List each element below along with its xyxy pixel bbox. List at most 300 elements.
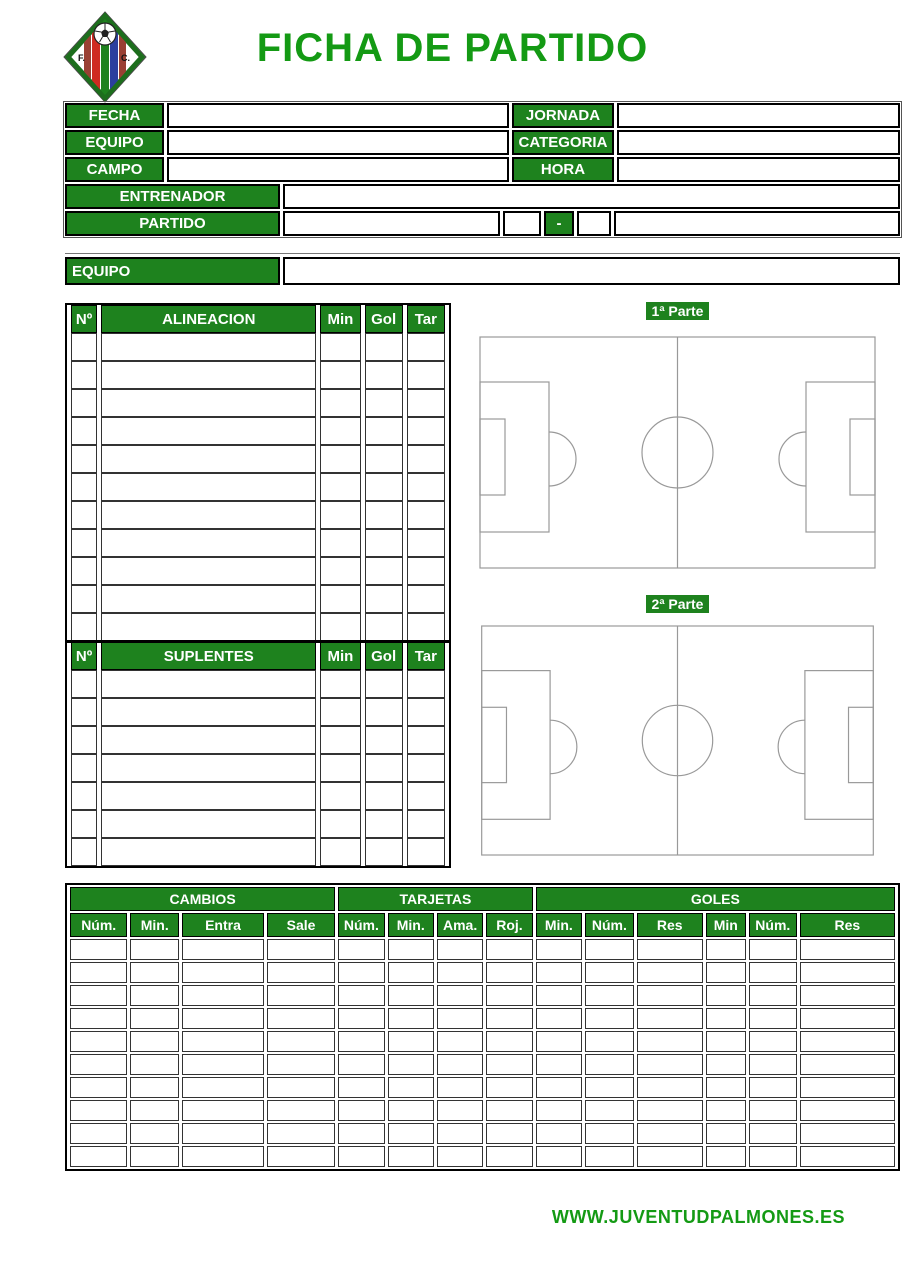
subs-cell[interactable] [320,698,360,726]
lineup-cell[interactable] [407,473,445,501]
events-cell[interactable] [706,1054,746,1075]
events-cell[interactable] [585,985,634,1006]
events-cell[interactable] [437,1031,483,1052]
lineup-cell[interactable] [71,473,97,501]
events-cell[interactable] [637,1008,703,1029]
subs-cell[interactable] [365,810,403,838]
entrenador-input[interactable] [283,184,900,209]
events-cell[interactable] [130,939,179,960]
events-cell[interactable] [338,1077,384,1098]
events-cell[interactable] [486,1100,532,1121]
lineup-cell[interactable] [71,501,97,529]
events-cell[interactable] [637,1031,703,1052]
team-name-row [65,257,900,285]
subs-cell[interactable] [71,698,97,726]
events-cell[interactable] [267,1077,335,1098]
subs-cell[interactable] [71,782,97,810]
events-cell[interactable] [70,1100,127,1121]
pitch-diagram-first-half [479,336,876,569]
jornada-label: JORNADA [512,103,614,128]
info-row-partido [65,211,900,236]
subs-header-row [71,642,445,670]
lineup-cell[interactable] [101,361,316,389]
events-cell[interactable] [338,1146,384,1167]
events-cell[interactable] [437,1123,483,1144]
events-cell[interactable] [130,962,179,983]
lineup-cell[interactable] [320,585,360,613]
lineup-header-4: Tar [407,305,445,333]
subs-cell[interactable] [320,838,360,866]
subs-cell[interactable] [320,726,360,754]
entrenador-label: ENTRENADOR [65,184,280,209]
second-half-label: 2ª Parte [646,595,710,613]
events-cell[interactable] [338,1008,384,1029]
events-cell[interactable] [486,1054,532,1075]
table-row [71,501,445,529]
match-info-table [63,101,902,238]
crest-letter-c: C. [121,53,130,63]
events-cell[interactable] [706,1146,746,1167]
subs-cell[interactable] [101,670,316,698]
lineup-cell[interactable] [407,445,445,473]
events-table [65,883,900,1171]
events-cell[interactable] [536,1077,582,1098]
table-row [70,1123,895,1144]
subs-cell[interactable] [320,754,360,782]
lineup-cell[interactable] [365,361,403,389]
events-cell[interactable] [536,962,582,983]
events-cell[interactable] [182,1054,264,1075]
events-cell[interactable] [749,939,797,960]
events-cell[interactable] [267,985,335,1006]
subs-cell[interactable] [365,698,403,726]
website-url: WWW.JUVENTUDPALMONES.ES [551,1207,845,1227]
subs-cell[interactable] [320,810,360,838]
events-cell[interactable] [706,985,746,1006]
subs-cell[interactable] [365,838,403,866]
events-cell[interactable] [749,962,797,983]
events-cell[interactable] [706,1031,746,1052]
events-cell[interactable] [486,939,532,960]
lineup-cell[interactable] [320,417,360,445]
events-cell[interactable] [637,1077,703,1098]
events-cell[interactable] [536,1100,582,1121]
lineup-cell[interactable] [71,557,97,585]
lineup-cell[interactable] [365,585,403,613]
events-cell[interactable] [486,1146,532,1167]
events-cell[interactable] [130,1146,179,1167]
events-cell[interactable] [749,1123,797,1144]
events-cell[interactable] [800,1031,895,1052]
table-row [71,782,445,810]
events-cell[interactable] [536,1054,582,1075]
lineup-cell[interactable] [320,473,360,501]
partido-home-input[interactable] [283,211,500,236]
partido-label: PARTIDO [65,211,280,236]
lineup-cell[interactable] [320,501,360,529]
events-cell[interactable] [338,985,384,1006]
table-row [71,754,445,782]
events-cell[interactable] [437,1146,483,1167]
lineup-cell[interactable] [407,613,445,641]
lineup-cell[interactable] [320,445,360,473]
lineup-cell[interactable] [407,529,445,557]
lineup-cell[interactable] [320,361,360,389]
events-group-header-1: TARJETAS [338,887,532,911]
subs-header-1: SUPLENTES [101,642,316,670]
events-cell[interactable] [130,1031,179,1052]
events-cell[interactable] [800,1054,895,1075]
events-cell[interactable] [70,1008,127,1029]
lineup-cell[interactable] [365,529,403,557]
events-cell[interactable] [585,1077,634,1098]
events-cell[interactable] [267,1146,335,1167]
events-cell[interactable] [182,1146,264,1167]
subs-cell[interactable] [365,670,403,698]
lineup-cell[interactable] [407,417,445,445]
events-column-header-11: Min [706,913,746,937]
events-cell[interactable] [437,985,483,1006]
events-cell[interactable] [585,1100,634,1121]
equipo-input[interactable] [167,130,509,155]
events-cell[interactable] [486,962,532,983]
events-cell[interactable] [182,1077,264,1098]
table-row [71,529,445,557]
events-cell[interactable] [800,962,895,983]
events-cell[interactable] [437,1100,483,1121]
lineup-header-1: ALINEACION [101,305,316,333]
events-cell[interactable] [800,1123,895,1144]
events-cell[interactable] [70,985,127,1006]
lineup-cell[interactable] [101,473,316,501]
events-cell[interactable] [637,1146,703,1167]
table-row [70,1008,895,1029]
subs-cell[interactable] [407,810,445,838]
events-cell[interactable] [585,1146,634,1167]
events-cell[interactable] [182,962,264,983]
events-cell[interactable] [749,1054,797,1075]
subs-cell[interactable] [320,782,360,810]
events-cell[interactable] [182,1123,264,1144]
lineup-cell[interactable] [71,361,97,389]
fecha-input[interactable] [167,103,509,128]
events-cell[interactable] [637,1100,703,1121]
events-cell[interactable] [749,1077,797,1098]
events-cell[interactable] [267,962,335,983]
events-cell[interactable] [486,985,532,1006]
events-cell[interactable] [267,1031,335,1052]
subs-cell[interactable] [71,810,97,838]
events-cell[interactable] [536,1146,582,1167]
events-cell[interactable] [585,1123,634,1144]
events-cell[interactable] [267,1008,335,1029]
events-column-header-6: Ama. [437,913,483,937]
lineup-cell[interactable] [71,445,97,473]
score-home-input[interactable] [503,211,541,236]
events-cell[interactable] [388,1146,434,1167]
events-cell[interactable] [182,1031,264,1052]
events-cell[interactable] [130,985,179,1006]
table-row [71,585,445,613]
subs-cell[interactable] [71,838,97,866]
events-cell[interactable] [706,1123,746,1144]
lineup-cell[interactable] [71,417,97,445]
events-cell[interactable] [70,1123,127,1144]
lineup-cell[interactable] [101,585,316,613]
events-cell[interactable] [388,1077,434,1098]
subs-cell[interactable] [320,670,360,698]
events-cell[interactable] [585,1054,634,1075]
lineup-cell[interactable] [407,389,445,417]
events-cell[interactable] [749,985,797,1006]
events-cell[interactable] [706,1100,746,1121]
events-cell[interactable] [70,962,127,983]
lineup-cell[interactable] [71,529,97,557]
events-cell[interactable] [486,1031,532,1052]
events-cell[interactable] [130,1123,179,1144]
events-cell[interactable] [637,1123,703,1144]
events-cell[interactable] [749,1008,797,1029]
events-cell[interactable] [536,1123,582,1144]
events-cell[interactable] [338,1123,384,1144]
events-cell[interactable] [437,1054,483,1075]
table-row [71,810,445,838]
subs-cell[interactable] [101,782,316,810]
team-name-label: EQUIPO [65,257,280,285]
events-cell[interactable] [800,939,895,960]
events-cell[interactable] [800,985,895,1006]
events-group-header-row [70,887,895,911]
events-cell[interactable] [338,939,384,960]
lineup-cell[interactable] [320,557,360,585]
first-half-label: 1ª Parte [646,302,710,320]
lineup-cell[interactable] [407,361,445,389]
events-cell[interactable] [182,1100,264,1121]
subs-cell[interactable] [407,754,445,782]
events-cell[interactable] [267,1054,335,1075]
lineup-cell[interactable] [320,389,360,417]
events-column-header-4: Núm. [338,913,384,937]
events-group-header-2: GOLES [536,887,895,911]
events-cell[interactable] [437,939,483,960]
lineup-cell[interactable] [101,389,316,417]
score-away-input[interactable] [577,211,611,236]
events-cell[interactable] [338,962,384,983]
subs-cell[interactable] [101,838,316,866]
info-row-campo [65,157,900,182]
lineup-cell[interactable] [407,557,445,585]
lineup-header-row [71,305,445,333]
events-cell[interactable] [338,1031,384,1052]
lineup-cell[interactable] [407,501,445,529]
events-cell[interactable] [267,1100,335,1121]
events-cell[interactable] [749,1031,797,1052]
events-cell[interactable] [800,1100,895,1121]
events-cell[interactable] [70,939,127,960]
events-cell[interactable] [388,1008,434,1029]
lineup-header-2: Min [320,305,360,333]
subs-cell[interactable] [71,670,97,698]
events-cell[interactable] [637,962,703,983]
table-row [70,985,895,1006]
events-cell[interactable] [182,939,264,960]
events-cell[interactable] [637,985,703,1006]
table-row [71,445,445,473]
events-cell[interactable] [706,1077,746,1098]
events-cell[interactable] [706,939,746,960]
events-cell[interactable] [749,1146,797,1167]
hora-label: HORA [512,157,614,182]
subs-cell[interactable] [407,698,445,726]
events-cell[interactable] [585,962,634,983]
lineup-cell[interactable] [365,557,403,585]
events-cell[interactable] [437,962,483,983]
subs-cell[interactable] [407,726,445,754]
team-name-input[interactable] [283,257,900,285]
subs-cell[interactable] [365,754,403,782]
events-column-header-8: Min. [536,913,582,937]
events-cell[interactable] [388,985,434,1006]
events-cell[interactable] [706,962,746,983]
events-cell[interactable] [267,939,335,960]
hora-input[interactable] [617,157,900,182]
events-column-header-row [70,913,895,937]
categoria-input[interactable] [617,130,900,155]
events-cell[interactable] [637,939,703,960]
events-cell[interactable] [267,1123,335,1144]
events-cell[interactable] [388,939,434,960]
events-cell[interactable] [706,1008,746,1029]
subs-cell[interactable] [101,726,316,754]
fecha-label: FECHA [65,103,164,128]
lineup-cell[interactable] [365,445,403,473]
events-cell[interactable] [70,1054,127,1075]
subs-cell[interactable] [407,782,445,810]
events-cell[interactable] [130,1008,179,1029]
subs-cell[interactable] [71,726,97,754]
events-cell[interactable] [536,1031,582,1052]
subs-cell[interactable] [71,754,97,782]
subs-cell[interactable] [407,838,445,866]
table-row [71,417,445,445]
subs-cell[interactable] [407,670,445,698]
lineup-cell[interactable] [365,417,403,445]
campo-input[interactable] [167,157,509,182]
events-cell[interactable] [800,1008,895,1029]
lineup-cell[interactable] [320,333,360,361]
subs-cell[interactable] [101,810,316,838]
table-row [70,1146,895,1167]
events-cell[interactable] [70,1077,127,1098]
events-cell[interactable] [388,1031,434,1052]
events-cell[interactable] [70,1146,127,1167]
lineup-cell[interactable] [320,613,360,641]
events-cell[interactable] [388,962,434,983]
events-cell[interactable] [800,1146,895,1167]
subs-header-4: Tar [407,642,445,670]
subs-cell[interactable] [365,782,403,810]
lineup-cell[interactable] [101,445,316,473]
events-cell[interactable] [486,1077,532,1098]
jornada-input[interactable] [617,103,900,128]
events-cell[interactable] [536,939,582,960]
events-cell[interactable] [437,1008,483,1029]
lineup-cell[interactable] [101,557,316,585]
lineup-cell[interactable] [71,389,97,417]
events-column-header-7: Roj. [486,913,532,937]
events-cell[interactable] [130,1054,179,1075]
lineup-cell[interactable] [101,501,316,529]
info-row-fecha [65,103,900,128]
events-cell[interactable] [182,985,264,1006]
subs-header-2: Min [320,642,360,670]
lineup-cell[interactable] [365,473,403,501]
lineup-cell[interactable] [101,529,316,557]
events-cell[interactable] [585,939,634,960]
events-column-header-10: Res [637,913,703,937]
pitch-diagram-second-half [479,625,876,856]
events-cell[interactable] [536,1008,582,1029]
events-cell[interactable] [486,1123,532,1144]
subs-cell[interactable] [365,726,403,754]
lineup-cell[interactable] [71,333,97,361]
events-cell[interactable] [388,1123,434,1144]
table-row [71,698,445,726]
lineup-cell[interactable] [365,501,403,529]
lineup-cell[interactable] [365,389,403,417]
events-cell[interactable] [338,1100,384,1121]
events-cell[interactable] [536,985,582,1006]
subs-cell[interactable] [101,754,316,782]
lineup-cell[interactable] [407,333,445,361]
events-cell[interactable] [70,1031,127,1052]
campo-label: CAMPO [65,157,164,182]
events-cell[interactable] [637,1054,703,1075]
table-row [71,670,445,698]
partido-away-input[interactable] [614,211,900,236]
events-cell[interactable] [130,1077,179,1098]
score-separator: - [544,211,574,236]
lineup-cell[interactable] [407,585,445,613]
events-cell[interactable] [749,1100,797,1121]
events-cell[interactable] [585,1008,634,1029]
lineup-cell[interactable] [71,613,97,641]
subs-cell[interactable] [101,698,316,726]
events-column-header-3: Sale [267,913,335,937]
events-cell[interactable] [338,1054,384,1075]
lineup-cell[interactable] [365,613,403,641]
subs-table [65,640,451,868]
equipo-label: EQUIPO [65,130,164,155]
events-cell[interactable] [182,1008,264,1029]
events-cell[interactable] [130,1100,179,1121]
events-cell[interactable] [388,1100,434,1121]
lineup-cell[interactable] [101,333,316,361]
events-cell[interactable] [486,1008,532,1029]
lineup-cell[interactable] [320,529,360,557]
events-cell[interactable] [585,1031,634,1052]
events-cell[interactable] [437,1077,483,1098]
events-cell[interactable] [800,1077,895,1098]
lineup-cell[interactable] [101,613,316,641]
events-column-header-2: Entra [182,913,264,937]
lineup-header-0: Nº [71,305,97,333]
lineup-cell[interactable] [365,333,403,361]
table-row [70,1100,895,1121]
lineup-cell[interactable] [101,417,316,445]
lineup-cell[interactable] [71,585,97,613]
events-cell[interactable] [388,1054,434,1075]
